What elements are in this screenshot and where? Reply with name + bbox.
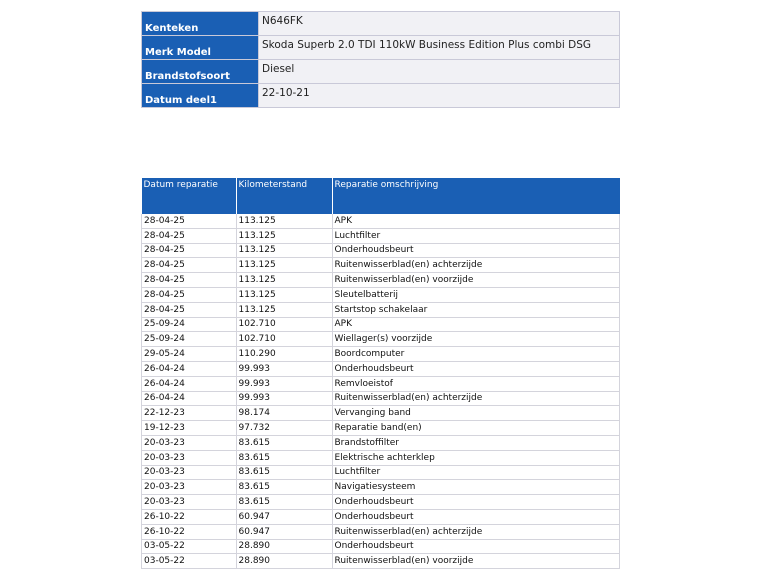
header-mileage: Kilometerstand [236,178,332,214]
header-description: Reparatie omschrijving [332,178,620,214]
table-row [142,554,620,569]
repair-description: Sleutelbatterij [332,287,620,302]
vehicle-info-label: Datum deel1 [142,84,259,108]
table-row [142,376,620,391]
repair-mileage: 113.125 [236,258,332,273]
vehicle-info-table [141,11,620,108]
repair-date: 29-05-24 [142,347,237,362]
table-row [142,273,620,288]
repair-mileage: 113.125 [236,287,332,302]
repair-date: 28-04-25 [142,273,237,288]
repair-description: Startstop schakelaar [332,302,620,317]
repair-date: 20-03-23 [142,465,237,480]
repair-date: 03-05-22 [142,539,237,554]
table-row [142,406,620,421]
table-row [142,287,620,302]
repair-date: 28-04-25 [142,287,237,302]
repair-description: Ruitenwisserblad(en) voorzijde [332,554,620,569]
vehicle-info-value: N646FK [259,12,620,36]
repair-mileage: 99.993 [236,376,332,391]
table-row [142,332,620,347]
repair-description: Ruitenwisserblad(en) achterzijde [332,258,620,273]
vehicle-info-value: Diesel [259,60,620,84]
repair-description: APK [332,214,620,228]
repair-date: 19-12-23 [142,421,237,436]
table-row [142,524,620,539]
repair-mileage: 99.993 [236,391,332,406]
repair-header-row [142,178,620,214]
repair-history-table [141,178,620,569]
repair-date: 26-04-24 [142,361,237,376]
repair-description: Navigatiesysteem [332,480,620,495]
table-row [142,539,620,554]
table-row [142,317,620,332]
table-row [142,450,620,465]
repair-description: Onderhoudsbeurt [332,361,620,376]
repair-date: 25-09-24 [142,332,237,347]
repair-description: Reparatie band(en) [332,421,620,436]
repair-mileage: 99.993 [236,361,332,376]
table-row [142,228,620,243]
vehicle-info-label: Merk Model [142,36,259,60]
repair-mileage: 113.125 [236,243,332,258]
repair-description: APK [332,317,620,332]
repair-date: 28-04-25 [142,302,237,317]
repair-description: Vervanging band [332,406,620,421]
repair-description: Elektrische achterklep [332,450,620,465]
header-date: Datum reparatie [142,178,237,214]
table-row [142,243,620,258]
repair-date: 28-04-25 [142,214,237,228]
repair-mileage: 98.174 [236,406,332,421]
table-row [142,495,620,510]
table-row [142,361,620,376]
repair-description: Onderhoudsbeurt [332,243,620,258]
repair-date: 20-03-23 [142,435,237,450]
repair-date: 26-10-22 [142,524,237,539]
repair-description: Ruitenwisserblad(en) voorzijde [332,273,620,288]
vehicle-info-row [142,12,620,36]
table-row [142,509,620,524]
repair-date: 26-04-24 [142,376,237,391]
vehicle-info-label: Brandstofsoort [142,60,259,84]
repair-mileage: 60.947 [236,524,332,539]
repair-date: 20-03-23 [142,450,237,465]
repair-date: 22-12-23 [142,406,237,421]
repair-mileage: 102.710 [236,317,332,332]
repair-date: 20-03-23 [142,480,237,495]
repair-description: Luchtfilter [332,228,620,243]
table-row [142,480,620,495]
table-row [142,347,620,362]
repair-mileage: 113.125 [236,302,332,317]
repair-mileage: 83.615 [236,450,332,465]
repair-date: 28-04-25 [142,228,237,243]
repair-description: Wiellager(s) voorzijde [332,332,620,347]
repair-table-body [142,214,620,569]
repair-description: Ruitenwisserblad(en) achterzijde [332,391,620,406]
repair-date: 26-10-22 [142,509,237,524]
repair-description: Onderhoudsbeurt [332,539,620,554]
repair-table-header [142,178,620,214]
repair-description: Luchtfilter [332,465,620,480]
repair-description: Brandstoffilter [332,435,620,450]
table-row [142,302,620,317]
repair-description: Onderhoudsbeurt [332,495,620,510]
repair-date: 25-09-24 [142,317,237,332]
repair-mileage: 113.125 [236,273,332,288]
repair-description: Onderhoudsbeurt [332,509,620,524]
vehicle-info-row [142,84,620,108]
repair-mileage: 97.732 [236,421,332,436]
repair-mileage: 83.615 [236,435,332,450]
vehicle-info-value: Skoda Superb 2.0 TDI 110kW Business Edition Plus combi DSG [259,36,620,60]
table-row [142,214,620,228]
repair-date: 28-04-25 [142,243,237,258]
repair-date: 28-04-25 [142,258,237,273]
repair-date: 20-03-23 [142,495,237,510]
repair-mileage: 83.615 [236,480,332,495]
repair-mileage: 110.290 [236,347,332,362]
repair-mileage: 28.890 [236,554,332,569]
repair-mileage: 113.125 [236,214,332,228]
vehicle-info-value: 22-10-21 [259,84,620,108]
repair-description: Ruitenwisserblad(en) achterzijde [332,524,620,539]
vehicle-info-row [142,36,620,60]
vehicle-info-label: Kenteken [142,12,259,36]
table-row [142,435,620,450]
repair-description: Boordcomputer [332,347,620,362]
repair-mileage: 113.125 [236,228,332,243]
table-row [142,258,620,273]
vehicle-info-body [142,12,620,108]
table-row [142,391,620,406]
repair-mileage: 83.615 [236,465,332,480]
repair-description: Remvloeistof [332,376,620,391]
repair-mileage: 28.890 [236,539,332,554]
table-row [142,465,620,480]
table-row [142,421,620,436]
repair-date: 03-05-22 [142,554,237,569]
repair-date: 26-04-24 [142,391,237,406]
repair-mileage: 60.947 [236,509,332,524]
repair-mileage: 83.615 [236,495,332,510]
repair-mileage: 102.710 [236,332,332,347]
vehicle-info-row [142,60,620,84]
